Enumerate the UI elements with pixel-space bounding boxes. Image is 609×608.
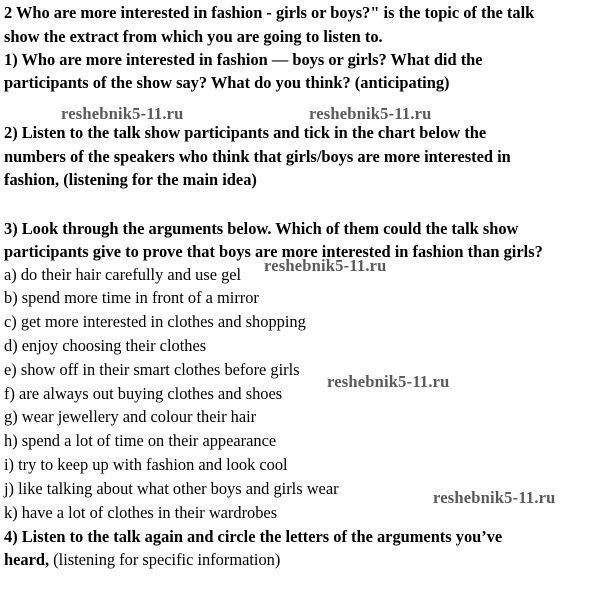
question-2-line-3: fashion, (listening for the main idea) [4, 170, 257, 189]
argument-e: e) show off in their smart clothes before girls [4, 360, 300, 379]
argument-a: a) do their hair carefully and use gel [4, 265, 242, 284]
watermark: reshebnik5-11.ru [433, 488, 556, 507]
question-1-line-2: participants of the show say? What do you think? (anticipating) [4, 73, 450, 92]
argument-j: j) like talking about what other boys and girls wear [4, 479, 339, 498]
watermark: reshebnik5-11.ru [264, 256, 387, 275]
argument-c: c) get more interested in clothes and shopping [4, 312, 306, 331]
watermark: reshebnik5-11.ru [327, 372, 450, 391]
argument-k: k) have a lot of clothes in their wardrobes [4, 503, 278, 522]
question-3-line-1: 3) Look through the arguments below. Which of them could the talk show [4, 219, 519, 238]
question-4-heard: heard, [4, 550, 50, 569]
question-4-line-2 [4, 549, 280, 571]
argument-f: f) are always out buying clothes and shoes [4, 384, 283, 403]
question-4-line-1: 4) Listen to the talk again and circle the letters of the arguments you’ve [4, 527, 503, 546]
question-2-line-2: numbers of the speakers who think that girls/boys are more interested in [4, 147, 511, 166]
question-3-line-2: participants give to prove that boys are more interested in fashion than girls? [4, 242, 543, 261]
watermark: reshebnik5-11.ru [309, 104, 432, 123]
question-1-line-1: 1) Who are more interested in fashion — boys or girls? What did the [4, 50, 483, 69]
argument-g: g) wear jewellery and colour their hair [4, 407, 257, 426]
argument-h: h) spend a lot of time on their appearance [4, 431, 277, 450]
task2-intro-line-2: show the extract from which you are going to listen to. [4, 27, 383, 46]
task2-intro-line-1: 2 Who are more interested in fashion - girls or boys?" is the topic of the talk [4, 3, 535, 22]
watermark: reshebnik5-11.ru [61, 104, 184, 123]
question-2-line-1: 2) Listen to the talk show participants and tick in the chart below the [4, 123, 487, 142]
question-4-note: (listening for specific information) [49, 550, 281, 569]
argument-d: d) enjoy choosing their clothes [4, 336, 207, 355]
argument-i: i) try to keep up with fashion and look cool [4, 455, 288, 474]
argument-b: b) spend more time in front of a mirror [4, 288, 259, 307]
